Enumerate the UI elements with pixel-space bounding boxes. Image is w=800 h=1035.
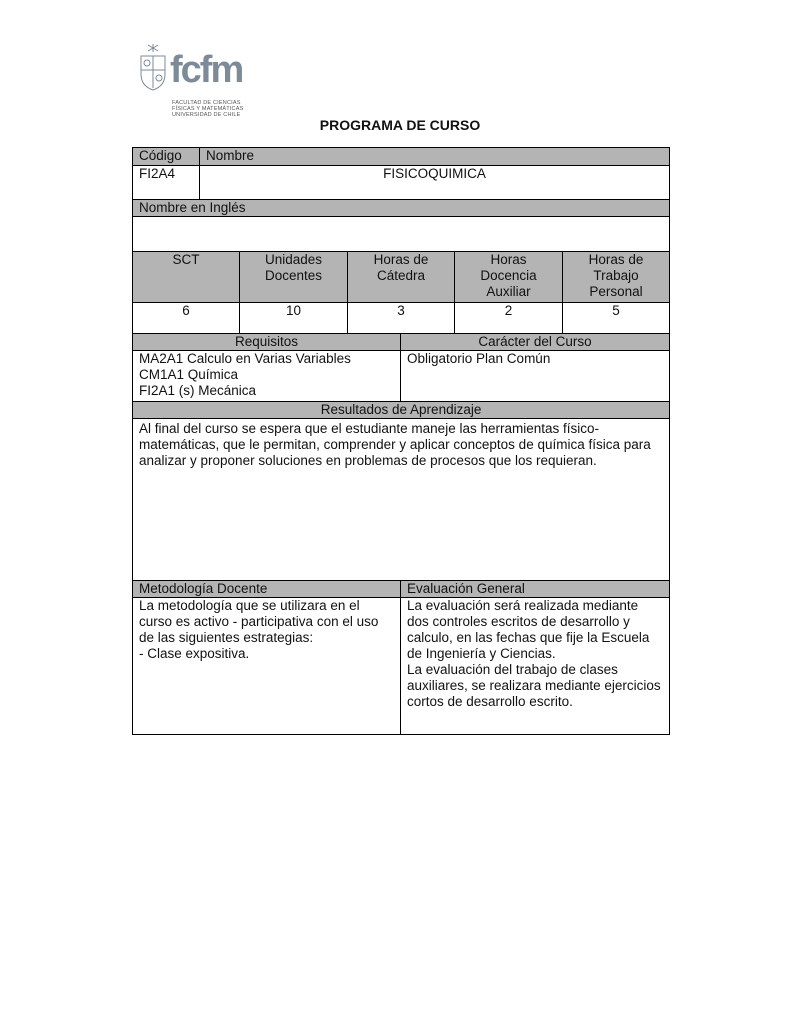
units-header-personal: Horas de Trabajo Personal: [563, 252, 670, 303]
logo-wordmark: fcfm: [170, 49, 243, 91]
evaluacion-label: Evaluación General: [401, 581, 670, 598]
units-header-unidades: Unidades Docentes: [240, 252, 348, 303]
units-value-auxiliar: 2: [455, 303, 563, 334]
units-value-unidades: 10: [240, 303, 348, 334]
fcfm-logo: [136, 42, 260, 120]
resultados-label: Resultados de Aprendizaje: [133, 402, 670, 419]
units-header-catedra: Horas de Cátedra: [348, 252, 455, 303]
requisito-item: MA2A1 Calculo en Varias Variables: [139, 351, 351, 366]
units-value-catedra: 3: [348, 303, 455, 334]
logo-line-1: FACULTAD DE CIENCIAS: [172, 100, 241, 106]
logo-line-2: FÍSICAS Y MATEMÁTICAS: [172, 106, 244, 112]
requisito-item: FI2A1 (s) Mecánica: [139, 383, 257, 398]
logo-line-3: UNIVERSIDAD DE CHILE: [172, 112, 241, 118]
course-program-table: [132, 147, 670, 735]
university-seal-icon: [136, 42, 170, 92]
units-value-personal: 5: [563, 303, 670, 334]
units-value-sct: 6: [133, 303, 240, 334]
units-header-auxiliar: Horas Docencia Auxiliar: [455, 252, 563, 303]
nombre-label: Nombre: [200, 148, 670, 166]
requisitos-label: Requisitos: [133, 334, 401, 351]
caracter-value: Obligatorio Plan Común: [401, 351, 670, 402]
metodologia-label: Metodología Docente: [133, 581, 401, 598]
nombre-ingles-label: Nombre en Inglés: [133, 200, 670, 217]
nombre-ingles-value: [133, 217, 670, 252]
metodologia-text: La metodología que se utilizara en el curso es activo - participativa con el uso de las siguientes estrategias: - Clase expositiva.: [133, 598, 401, 735]
requisitos-list: [133, 351, 401, 402]
codigo-label: Código: [133, 148, 200, 166]
course-code: FI2A4: [133, 166, 200, 200]
caracter-label: Carácter del Curso: [401, 334, 670, 351]
course-name: FISICOQUIMICA: [200, 166, 670, 200]
evaluacion-text: La evaluación será realizada mediante dos controles escritos de desarrollo y calculo, en las fechas que fije la Escuela de Ingeniería y Ciencias. La evaluación del trabajo de clases auxiliares, se realizara mediante ejercicios cortos de desarrollo escrito.: [401, 598, 670, 735]
resultados-text: Al final del curso se espera que el estudiante maneje las herramientas físico-matemáticas, que le permitan, comprender y aplicar conceptos de química física para analizar y proponer soluciones en problemas de procesos que los requieran.: [133, 419, 670, 581]
units-header-sct: SCT: [133, 252, 240, 303]
page-title: PROGRAMA DE CURSO: [319, 117, 481, 133]
requisito-item: CM1A1 Química: [139, 367, 239, 382]
